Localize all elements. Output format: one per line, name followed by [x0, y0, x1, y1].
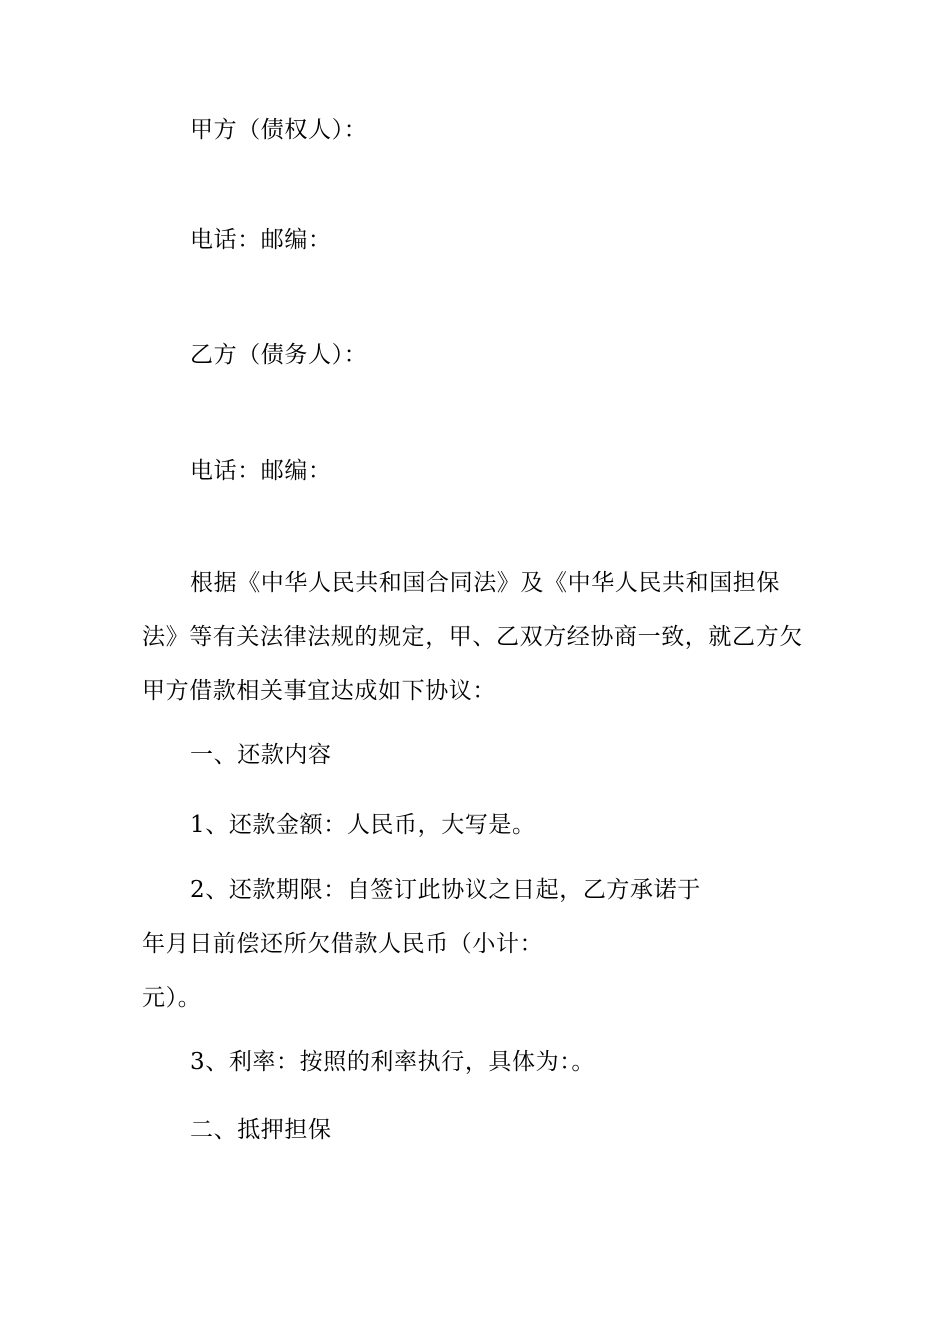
section-heading-mortgage: 二、抵押担保	[190, 1117, 332, 1143]
item-repayment-term-line-2: 年月日前偿还所欠借款人民币（小计：	[142, 931, 544, 957]
party-b-contact-line: 电话：邮编：	[190, 458, 332, 484]
preamble-line-3: 甲方借款相关事宜达成如下协议：	[142, 678, 496, 704]
preamble-line-1: 根据《中华人民共和国合同法》及《中华人民共和国担保	[190, 570, 780, 596]
party-a-contact-line: 电话：邮编：	[190, 227, 332, 253]
item-repayment-term-line-3: 元）。	[142, 985, 202, 1011]
section-heading-repayment: 一、还款内容	[190, 742, 332, 768]
item-interest-rate: 3、利率：按照的利率执行，具体为：。	[190, 1049, 595, 1075]
party-a-line: 甲方（债权人）：	[190, 117, 368, 143]
party-b-line: 乙方（债务人）：	[190, 342, 368, 368]
item-repayment-amount: 1、还款金额：人民币，大写是。	[190, 812, 536, 838]
item-repayment-term-line-1: 2、还款期限：自签订此协议之日起，乙方承诺于	[190, 877, 701, 903]
preamble-line-2: 法》等有关法律法规的规定，甲、乙双方经协商一致，就乙方欠	[142, 624, 803, 650]
